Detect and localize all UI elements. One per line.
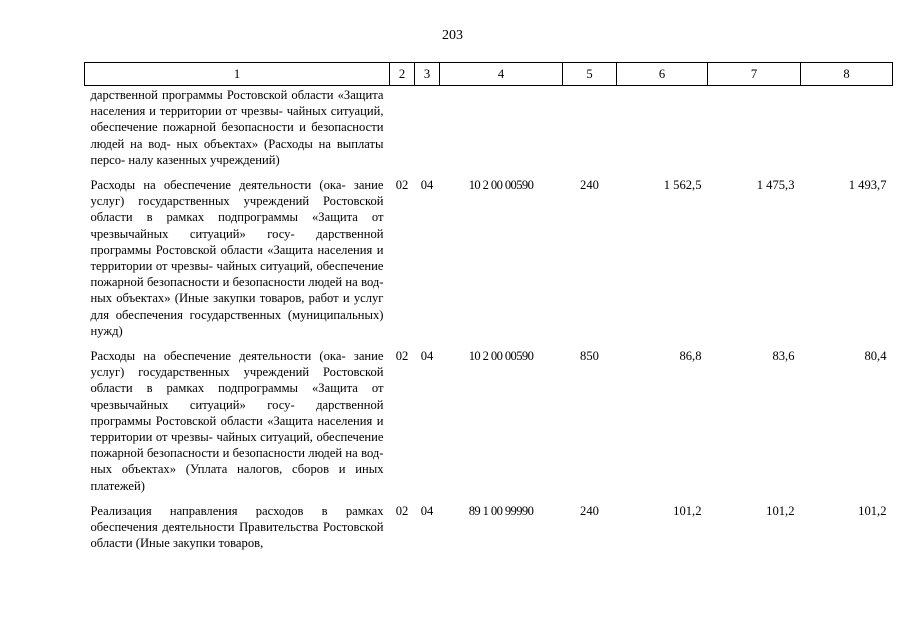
row-expense-type: 240: [580, 503, 599, 518]
column-header-6: 6: [617, 63, 708, 86]
row-amount-3: 80,4: [864, 349, 887, 364]
table-row: [85, 503, 893, 561]
column-header-3: 3: [415, 63, 440, 86]
row-amount-1: [617, 86, 708, 178]
column-header-7: 7: [708, 63, 801, 86]
column-header-1: 1: [85, 63, 390, 86]
row-section: 02: [395, 178, 409, 193]
row-expense-type: 240: [580, 178, 599, 193]
row-amount-2: 101,2: [766, 503, 795, 518]
row-subsection: 04: [420, 349, 434, 364]
page-number: 203: [442, 28, 463, 43]
row-amount-3: 1 493,7: [848, 178, 887, 193]
table-row: [85, 86, 893, 178]
row-description: Реализация направления расходов в рамках обеспечения деятельности Правительства Ростовской области (Иные закупки товаров,: [90, 503, 384, 551]
row-amount-1: 86,8: [679, 349, 702, 364]
table-row: [85, 348, 893, 503]
row-amount-3: 101,2: [858, 503, 887, 518]
column-header-5: 5: [563, 63, 617, 86]
column-header-2: 2: [390, 63, 415, 86]
row-description: Расходы на обеспечение деятельности (ока- зание услуг) государственных учреждений Ростовской области в рамках подпрограммы «Защита от чрезвычайных ситуаций» госу- дарственной программы Ростовской области «Защита населения и территории от чрезвы- чайных ситуаций, обеспечение пожарной безопасности и безопасности людей на вод- ных объектах» (Иные закупки товаров, работ и услуг для обеспечения государственных (муниципальных) нужд): [90, 178, 384, 338]
row-expense-type: [563, 86, 617, 178]
row-amount-1: 1 562,5: [663, 178, 702, 193]
row-section: 02: [395, 503, 409, 518]
header-row: [85, 63, 893, 86]
row-section: [390, 86, 415, 178]
budget-table: [84, 62, 893, 560]
row-target-code: 89 1 00 99990: [468, 503, 534, 518]
row-target-code: 10 2 00 00590: [468, 178, 534, 193]
row-amount-1: 101,2: [673, 503, 702, 518]
row-subsection: [415, 86, 440, 178]
table-row: [85, 177, 893, 348]
row-description: Расходы на обеспечение деятельности (ока- зание услуг) государственных учреждений Ростовской области в рамках подпрограммы «Защита от чрезвычайных ситуаций» госу- дарственной программы Ростовской области «Защита населения и территории от чрезвы- чайных ситуаций, обеспечение пожарной безопасности и безопасности людей на вод- ных объектах» (Уплата налогов, сборов и иных платежей): [90, 349, 384, 493]
row-target-code: [440, 86, 563, 178]
row-amount-2: 1 475,3: [756, 178, 795, 193]
row-amount-2: 83,6: [772, 349, 795, 364]
column-header-8: 8: [801, 63, 893, 86]
row-description: дарственной программы Ростовской области «Защита населения и территории от чрезвы- чайных ситуаций, обеспечение пожарной безопасности и безопасности людей на вод- ных объектах» (Расходы на выплаты персо- налу казенных учреждений): [90, 88, 384, 167]
column-header-4: 4: [440, 63, 563, 86]
row-amount-3: [801, 86, 893, 178]
row-amount-2: [708, 86, 801, 178]
row-subsection: 04: [420, 178, 434, 193]
row-subsection: 04: [420, 503, 434, 518]
row-expense-type: 850: [580, 349, 599, 364]
row-target-code: 10 2 00 00590: [468, 349, 534, 364]
row-section: 02: [395, 349, 409, 364]
